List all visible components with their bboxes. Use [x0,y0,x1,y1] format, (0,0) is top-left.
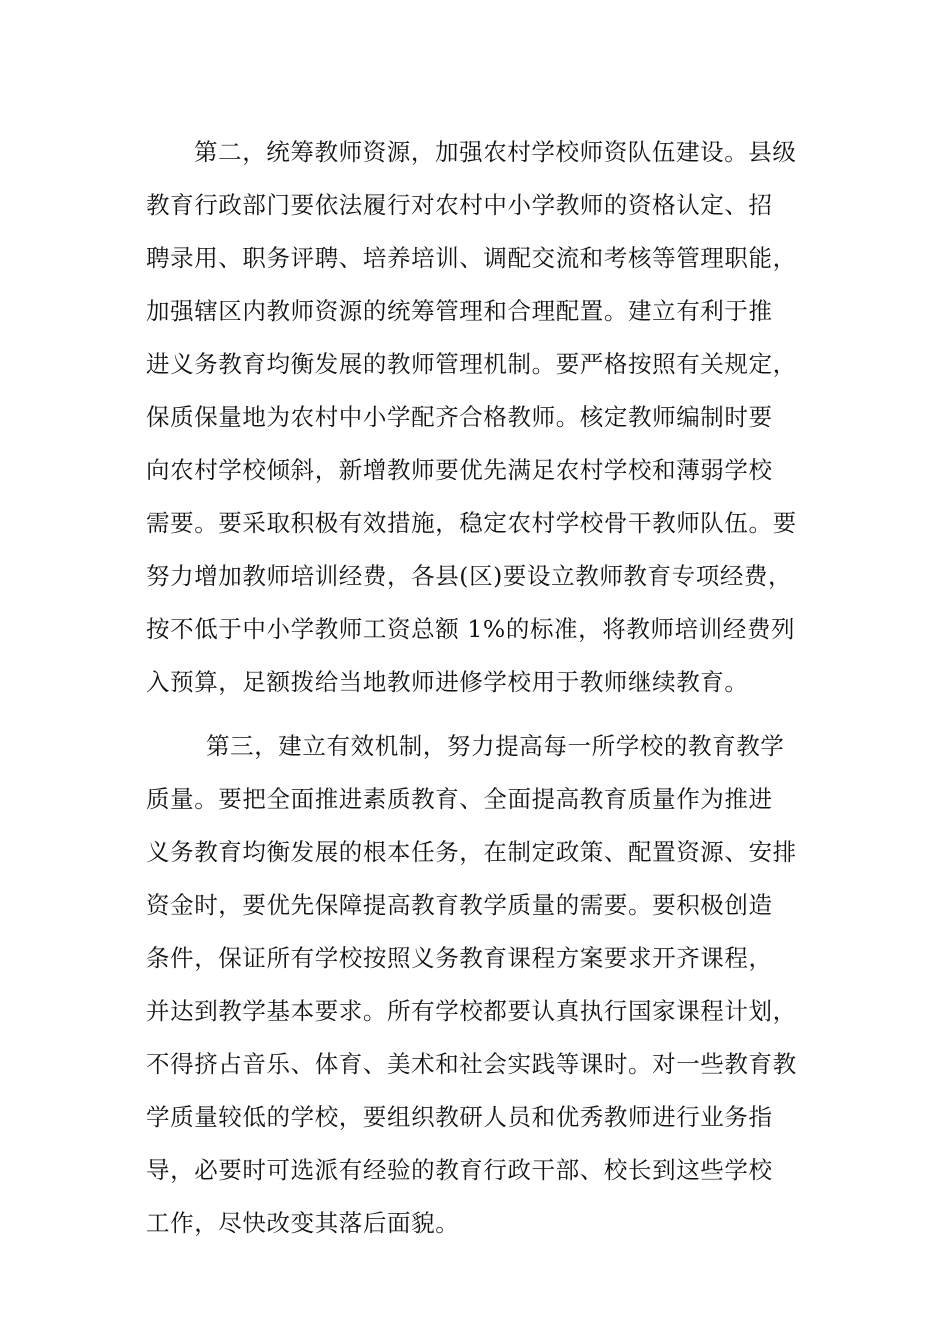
paragraph-line: 质量。要把全面推进素质教育、全面提高教育质量作为推进 [146,785,773,813]
paragraph-line: 保质保量地为农村中小学配齐合格教师。核定教师编制时要 [146,403,773,431]
paragraph-line: 入预算，足额拨给当地教师进修学校用于教师继续教育。 [146,668,749,696]
paragraph-teacher-resources [146,126,826,709]
paragraph-line: 导，必要时可选派有经验的教育行政干部、校长到这些学校 [146,1156,773,1184]
paragraph-line: 义务教育均衡发展的根本任务，在制定政策、配置资源、安排 [146,838,797,866]
paragraph-line: 第二，统筹教师资源，加强农村学校师资队伍建设。县级 [194,138,797,166]
paragraph-line: 条件，保证所有学校按照义务教育课程方案要求开齐课程， [146,944,773,972]
paragraph-line: 进义务教育均衡发展的教师管理机制。要严格按照有关规定， [146,350,797,378]
paragraph-line: 努力增加教师培训经费，各县(区)要设立教师教育专项经费， [146,562,793,590]
paragraph-line: 加强辖区内教师资源的统筹管理和合理配置。建立有利于推 [146,297,773,325]
paragraph-line: 第三，建立有效机制，努力提高每一所学校的教育教学 [206,732,785,760]
paragraph-line: 需要。要采取积极有效措施，稳定农村学校骨干教师队伍。要 [146,509,797,537]
paragraph-line: 并达到教学基本要求。所有学校都要认真执行国家课程计划， [146,997,797,1025]
paragraph-line: 工作，尽快改变其落后面貌。 [146,1209,460,1237]
paragraph-line: 向农村学校倾斜，新增教师要优先满足农村学校和薄弱学校 [146,456,773,484]
paragraph-line: 资金时，要优先保障提高教育教学质量的需要。要积极创造 [146,891,773,919]
paragraph-line: 按不低于中小学教师工资总额 1%的标准，将教师培训经费列 [146,615,796,643]
paragraph-line: 不得挤占音乐、体育、美术和社会实践等课时。对一些教育教 [146,1050,797,1078]
paragraph-line: 教育行政部门要依法履行对农村中小学教师的资格认定、招 [146,191,773,219]
paragraph-teaching-quality [146,720,826,1250]
paragraph-line: 聘录用、职务评聘、培养培训、调配交流和考核等管理职能， [146,244,797,272]
paragraph-line: 学质量较低的学校，要组织教研人员和优秀教师进行业务指 [146,1103,773,1131]
